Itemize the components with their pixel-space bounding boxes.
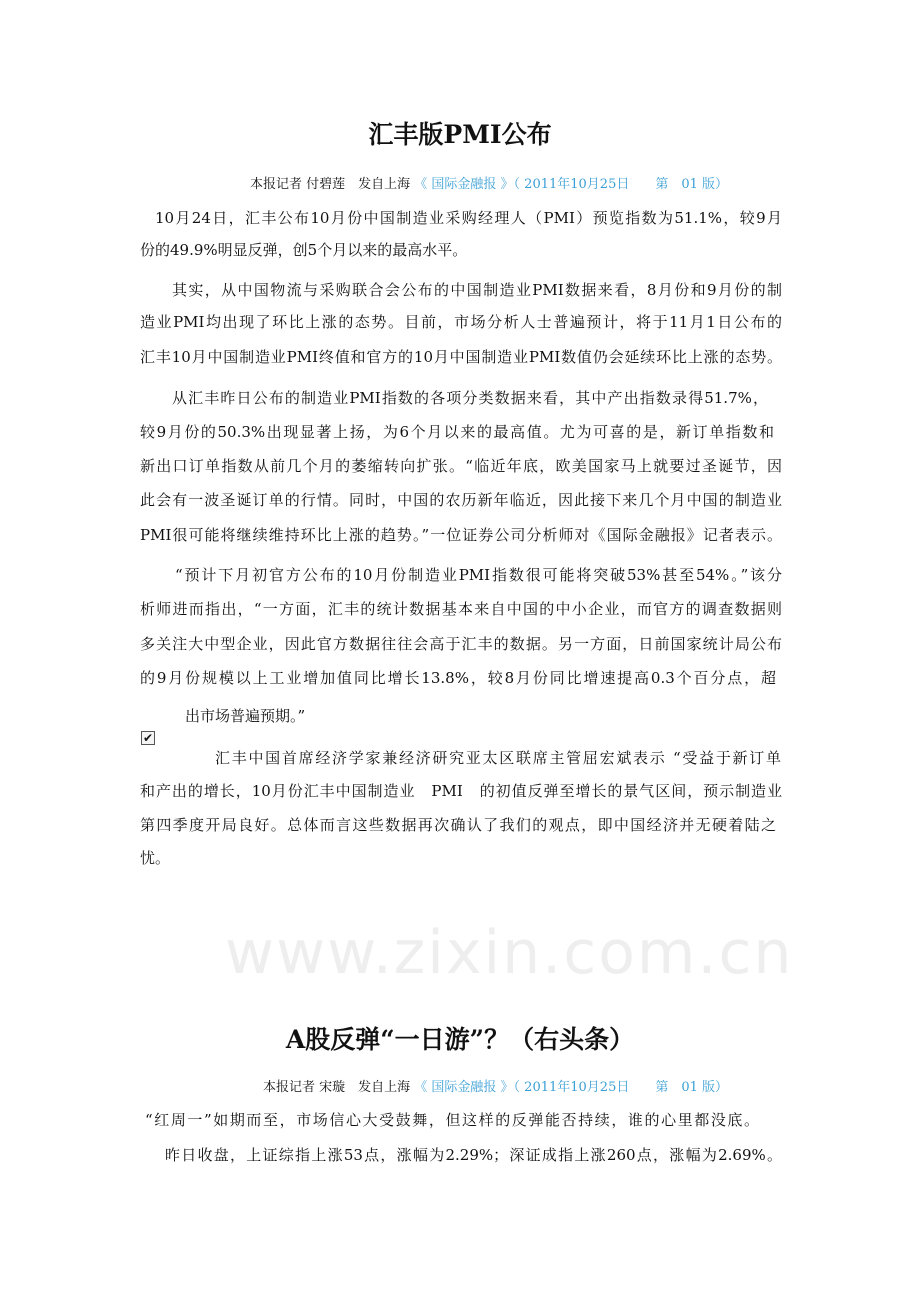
- byline-author: 本报记者 宋璇 发自上海: [263, 1080, 411, 1095]
- article-byline: [250, 176, 728, 194]
- paragraph-line: 第四季度开局良好。总体而言这些数据再次确认了我们的观点，即中国经济并无硬着陆之: [140, 816, 776, 834]
- paragraph-line: 10月24日，汇丰公布10月份中国制造业采购经理人（PMI）预览指数为51.1%，较9月: [155, 209, 782, 227]
- paragraph-line: 较9月份的50.3%出现显著上扬，为6个月以来的最高值。尤为可喜的是，新订单指数和: [140, 423, 774, 441]
- paragraph-line: “红周一”如期而至，市场信心大受鼓舞，但这样的反弹能否持续，谁的心里都没底。: [145, 1111, 759, 1129]
- paragraph-line: 和产出的增长，10月份汇丰中国制造业 PMI 的初值反弹至增长的景气区间，预示制造业: [140, 782, 782, 800]
- paragraph-line: 忧。: [140, 849, 171, 867]
- checkbox[interactable]: ✔: [142, 731, 154, 745]
- paragraph-line: 析师进而指出，“一方面，汇丰的统计数据基本来自中国的中小企业，而官方的调查数据则: [140, 600, 782, 618]
- byline-source: 《 国际金融报 》（ 2011年10月25日 第 01 版）: [414, 1080, 729, 1095]
- paragraph-line: 其实，从中国物流与采购联合会公布的中国制造业PMI数据来看，8月份和9月份的制: [172, 281, 782, 299]
- paragraph-line: 多关注大中型企业，因此官方数据往往会高于汇丰的数据。另一方面，日前国家统计局公布: [140, 635, 782, 653]
- paragraph-line: 汇丰中国首席经济学家兼经济研究亚太区联席主管屈宏斌表示 “受益于新订单: [215, 749, 781, 767]
- byline-author: 本报记者 付碧莲 发自上海: [250, 177, 411, 192]
- paragraph-line: PMI很可能将继续维持环比上涨的趋势。”一位证券公司分析师对《国际金融报》记者表示。: [140, 526, 782, 544]
- paragraph-line: 昨日收盘，上证综指上涨53点，涨幅为2.29%；深证成指上涨260点，涨幅为2.69%。: [165, 1146, 782, 1164]
- paragraph-line: 从汇丰昨日公布的制造业PMI指数的各项分类数据来看，其中产出指数录得51.7%，: [172, 389, 768, 407]
- article-title: A股反弹“一日游”？（右头条）: [285, 1025, 635, 1054]
- byline-source: 《 国际金融报 》（ 2011年10月25日 第 01 版）: [414, 177, 729, 192]
- article-byline: [263, 1079, 728, 1097]
- paragraph-line: 份的49.9%明显反弹，创5个月以来的最高水平。: [140, 241, 468, 259]
- paragraph-line: 新出口订单指数从前几个月的萎缩转向扩张。“临近年底，欧美国家马上就要过圣诞节，因: [140, 457, 782, 475]
- paragraph-line: 汇丰10月中国制造业PMI终值和官方的10月中国制造业PMI数值仍会延续环比上涨的态势。: [140, 348, 782, 366]
- paragraph-line: “预计下月初官方公布的10月份制造业PMI指数很可能将突破53%甚至54%。”该分: [175, 566, 782, 584]
- paragraph-line: 此会有一波圣诞订单的行情。同时，中国的农历新年临近，因此接下来几个月中国的制造业: [140, 491, 782, 509]
- paragraph-line: 造业PMI均出现了环比上涨的态势。目前，市场分析人士普遍预计，将于11月1日公布的: [140, 313, 782, 331]
- paragraph-line: 出市场普遍预期。”: [185, 707, 306, 725]
- paragraph-line: 的9月份规模以上工业增加值同比增长13.8%，较8月份同比增速提高0.3个百分点，超: [140, 669, 776, 687]
- article-title: 汇丰版PMI公布: [368, 120, 552, 149]
- watermark: www.zixin.com.cn: [225, 918, 794, 988]
